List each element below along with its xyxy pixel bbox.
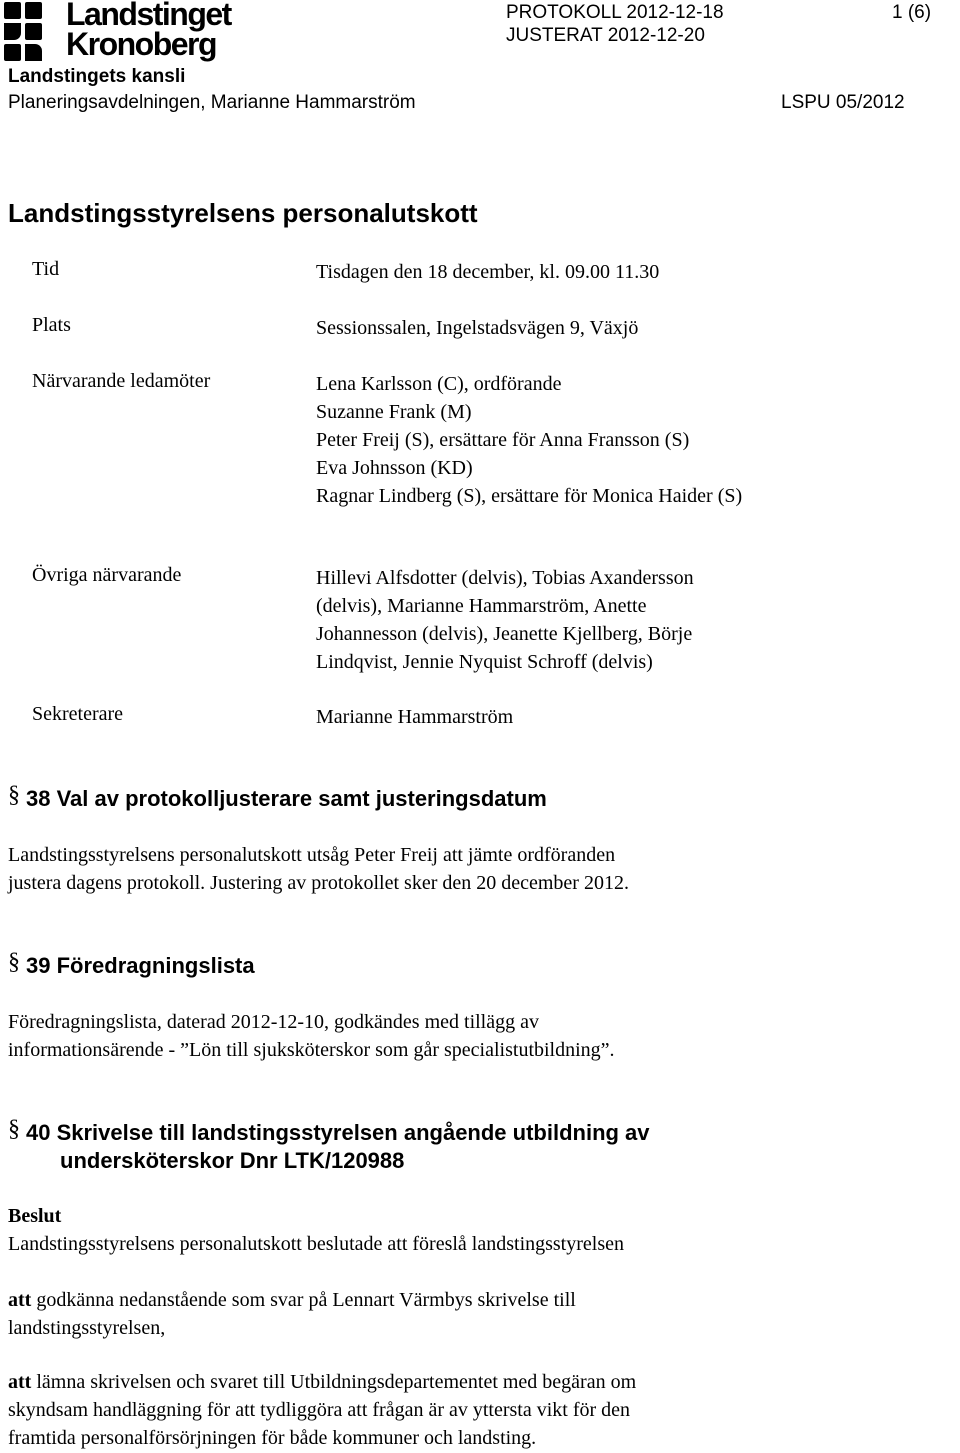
others-label: Övriga närvarande <box>32 564 182 586</box>
section-symbol: § <box>8 782 20 808</box>
members-label: Närvarande ledamöter <box>32 370 211 392</box>
secretary-label: Sekreterare <box>32 703 124 725</box>
plats-label: Plats <box>32 314 71 336</box>
adjusted-date: JUSTERAT 2012-12-20 <box>506 25 705 46</box>
att-text: lämna skrivelsen och svaret till Utbildningsdepartementet med begäran om <box>31 1371 637 1393</box>
others-line: (delvis), Marianne Hammarström, Anette <box>316 595 647 617</box>
section-symbol: § <box>8 1116 20 1142</box>
att-clause-1 <box>8 1286 576 1342</box>
section-39-heading: 39 Föredragningslista <box>26 953 255 978</box>
section-40-heading: 40 Skrivelse till landstingsstyrelsen angående utbildning av <box>26 1120 650 1145</box>
logo-text-line2: Kronoberg <box>66 26 217 62</box>
section-symbol: § <box>8 949 20 975</box>
beslut-label: Beslut <box>8 1205 62 1227</box>
unit: Planeringsavdelningen, Marianne Hammarström <box>8 92 416 113</box>
logo <box>4 2 240 64</box>
others-line: Johannesson (delvis), Jeanette Kjellberg, Börje <box>316 623 693 645</box>
att-text-cont: skyndsam handläggning för att tydliggöra att frågan är av yttersta vikt för den <box>8 1399 631 1421</box>
logo-text-line1: Landstinget <box>66 0 231 32</box>
tid-value: Tisdagen den 18 december, kl. 09.00 11.30 <box>316 261 660 283</box>
tid-label: Tid <box>32 258 60 280</box>
protocol-date: PROTOKOLL 2012-12-18 <box>506 2 724 23</box>
reference-number: LSPU 05/2012 <box>781 92 905 113</box>
att-word: att <box>8 1289 32 1311</box>
section-39-body <box>8 1008 615 1064</box>
others-line: Lindqvist, Jennie Nyquist Schroff (delvis) <box>316 651 653 673</box>
paragraph-line: Landstingsstyrelsens personalutskott utsåg Peter Freij att jämte ordföranden <box>8 844 616 866</box>
att-word: att <box>8 1371 32 1393</box>
section-40-heading-cont: undersköterskor Dnr LTK/120988 <box>60 1148 405 1173</box>
logo-squares-icon <box>4 2 64 64</box>
others-list <box>316 564 694 676</box>
secretary-value: Marianne Hammarström <box>316 706 514 728</box>
section-38-heading: 38 Val av protokolljusterare samt justeringsdatum <box>26 786 547 811</box>
page-title: Landstingsstyrelsens personalutskott <box>8 198 478 228</box>
department: Landstingets kansli <box>8 66 186 87</box>
att-clause-2 <box>8 1368 636 1452</box>
others-line: Hillevi Alfsdotter (delvis), Tobias Axandersson <box>316 567 694 589</box>
member-item: Suzanne Frank (M) <box>316 401 472 423</box>
att-text-cont: framtida personalförsörjningen för både kommuner och landsting. <box>8 1427 537 1449</box>
beslut-line: Landstingsstyrelsens personalutskott beslutade att föreslå landstingsstyrelsen <box>8 1233 624 1255</box>
member-item: Eva Johnsson (KD) <box>316 457 473 479</box>
page-number: 1 (6) <box>892 2 932 23</box>
plats-value: Sessionssalen, Ingelstadsvägen 9, Växjö <box>316 317 639 339</box>
paragraph-line: justera dagens protokoll. Justering av protokollet sker den 20 december 2012. <box>8 872 629 894</box>
member-item: Lena Karlsson (C), ordförande <box>316 373 562 395</box>
paragraph-line: Föredragningslista, daterad 2012-12-10, godkändes med tillägg av <box>8 1011 539 1033</box>
att-text: godkänna nedanstående som svar på Lennart Värmbys skrivelse till <box>31 1289 576 1311</box>
section-38-body <box>8 841 629 897</box>
member-item: Ragnar Lindberg (S), ersättare för Monica Haider (S) <box>316 485 743 507</box>
members-list <box>316 370 742 510</box>
att-text-cont: landstingsstyrelsen, <box>8 1317 166 1339</box>
member-item: Peter Freij (S), ersättare för Anna Fransson (S) <box>316 429 690 451</box>
paragraph-line: informationsärende - ”Lön till sjuksköterskor som går specialistutbildning”. <box>8 1039 615 1061</box>
